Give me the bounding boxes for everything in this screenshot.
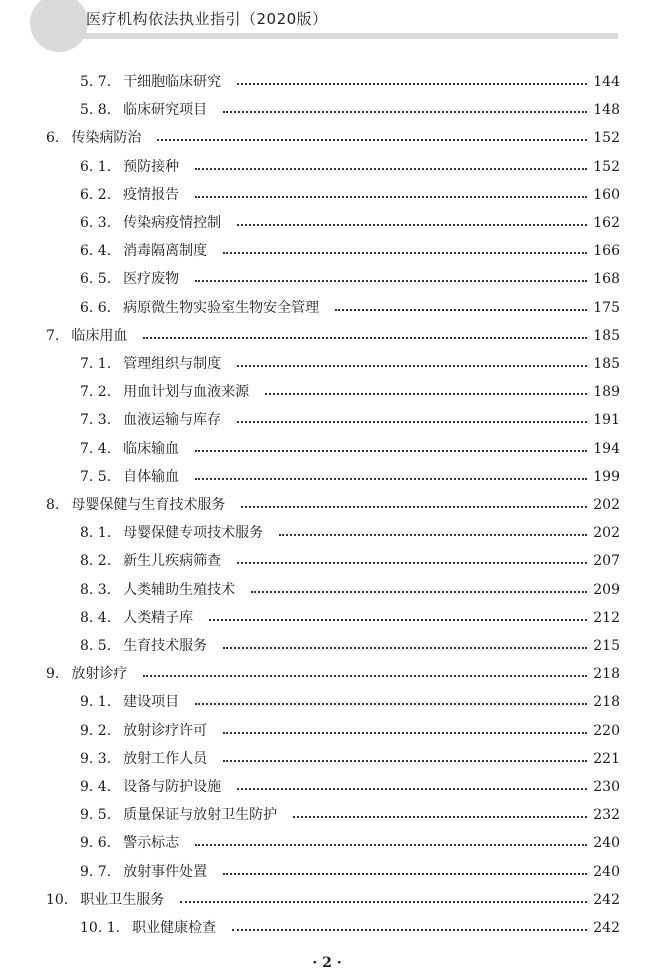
toc-chapter-entry[interactable] [46, 493, 620, 517]
toc-dot-leader [223, 732, 587, 734]
toc-entry-number: 8. [46, 497, 60, 513]
toc-chapter-entry[interactable] [46, 126, 620, 150]
toc-section-entry[interactable] [80, 296, 620, 320]
toc-dot-leader [293, 816, 587, 818]
toc-section-entry[interactable] [80, 183, 620, 207]
toc-entry-number: 7. [46, 327, 60, 344]
toc-entry-title: 警示标志 [123, 835, 180, 852]
toc-dot-leader [195, 168, 587, 170]
toc-entry-title: 消毒隔离制度 [123, 243, 208, 260]
toc-entry-page: 148 [593, 102, 620, 119]
toc-entry-number: 5. 8. [80, 102, 112, 119]
toc-entry-number: 6. 5. [80, 271, 112, 288]
toc-entry-number: 9. 3. [80, 750, 112, 767]
toc-dot-leader [195, 450, 587, 452]
toc-section-entry[interactable] [80, 437, 620, 461]
toc-dot-leader [195, 844, 587, 846]
toc-entry-page: 162 [593, 215, 620, 231]
toc-entry-page: 185 [593, 327, 620, 344]
toc-dot-leader [237, 421, 587, 423]
toc-section-entry[interactable] [80, 860, 620, 884]
toc-dot-leader [251, 591, 587, 593]
toc-dot-leader [195, 478, 587, 480]
toc-entry-title: 人类辅助生殖技术 [123, 581, 236, 598]
toc-section-entry[interactable] [80, 831, 620, 855]
toc-dot-leader [223, 111, 587, 113]
toc-entry-number: 7. 1. [80, 356, 112, 372]
toc-entry-title: 疫情报告 [123, 186, 180, 203]
toc-dot-leader [237, 365, 587, 367]
toc-entry-title: 质量保证与放射卫生防护 [123, 807, 278, 824]
toc-dot-leader [241, 506, 587, 508]
toc-entry-title: 传染病防治 [71, 130, 142, 147]
toc-entry-title: 放射工作人员 [123, 750, 208, 767]
toc-dot-leader [223, 873, 587, 875]
header-decoration-circle [30, 0, 88, 52]
toc-section-entry[interactable] [80, 155, 620, 179]
toc-entry-title: 血液运输与库存 [123, 412, 222, 429]
toc-section-entry[interactable] [80, 916, 620, 940]
toc-entry-number: 10. 1. [80, 920, 121, 936]
toc-section-entry[interactable] [80, 719, 620, 743]
toc-section-entry[interactable] [80, 747, 620, 771]
toc-entry-number: 8. 4. [80, 609, 112, 626]
toc-dot-leader [237, 224, 587, 226]
toc-entry-number: 10. [46, 891, 69, 908]
page-number: · 2 · [312, 955, 342, 971]
toc-dot-leader [143, 337, 587, 339]
toc-entry-number: 7. 5. [80, 468, 112, 485]
toc-entry-page: 240 [593, 863, 620, 880]
toc-entry-page: 166 [593, 243, 620, 260]
toc-dot-leader [195, 196, 587, 198]
toc-section-entry[interactable] [80, 549, 620, 573]
header-decoration-bar [60, 33, 618, 39]
toc-entry-page: 160 [593, 186, 620, 203]
toc-dot-leader [237, 83, 587, 85]
toc-entry-number: 6. 3. [80, 215, 112, 231]
toc-entry-number: 6. [46, 130, 60, 147]
toc-entry-page: 152 [593, 158, 620, 175]
toc-entry-number: 9. 1. [80, 694, 112, 711]
toc-dot-leader [237, 788, 587, 790]
toc-entry-number: 8. 1. [80, 525, 112, 542]
toc-section-entry[interactable] [80, 98, 620, 122]
toc-section-entry[interactable] [80, 267, 620, 291]
toc-chapter-entry[interactable] [46, 324, 620, 348]
toc-dot-leader [237, 562, 587, 564]
toc-entry-page: 230 [593, 779, 620, 795]
toc-entry-page: 207 [593, 553, 620, 570]
toc-section-entry[interactable] [80, 465, 620, 489]
toc-entry-number: 8. 3. [80, 581, 112, 598]
toc-entry-title: 自体输血 [123, 468, 180, 485]
toc-dot-leader [265, 393, 587, 395]
toc-entry-page: 185 [593, 356, 620, 372]
toc-entry-page: 191 [593, 412, 620, 429]
toc-dot-leader [223, 647, 587, 649]
toc-section-entry[interactable] [80, 352, 620, 376]
toc-entry-page: 144 [593, 74, 620, 90]
toc-entry-page: 221 [593, 750, 620, 767]
toc-section-entry[interactable] [80, 408, 620, 432]
toc-entry-title: 人类精子库 [123, 609, 194, 626]
toc-entry-page: 218 [593, 694, 620, 711]
toc-entry-title: 职业健康检查 [132, 920, 217, 936]
toc-entry-title: 预防接种 [123, 158, 180, 175]
toc-entry-title: 生育技术服务 [123, 638, 208, 654]
toc-entry-page: 175 [593, 299, 620, 316]
toc-dot-leader [335, 309, 587, 311]
toc-entry-page: 189 [593, 384, 620, 401]
toc-dot-leader [143, 675, 587, 677]
toc-entry-page: 242 [593, 920, 620, 936]
toc-entry-title: 传染病疫情控制 [123, 215, 222, 231]
toc-dot-leader [223, 760, 587, 762]
toc-entry-title: 放射诊疗许可 [123, 722, 208, 739]
toc-entry-title: 放射诊疗 [71, 666, 128, 683]
toc-chapter-entry[interactable] [46, 888, 620, 912]
toc-entry-title: 新生儿疾病筛查 [123, 553, 222, 570]
toc-entry-number: 6. 4. [80, 243, 112, 260]
toc-section-entry[interactable] [80, 606, 620, 630]
toc-entry-number: 9. [46, 666, 60, 683]
toc-entry-title: 管理组织与制度 [123, 356, 222, 372]
toc-dot-leader [209, 619, 587, 621]
toc-entry-title: 医疗废物 [123, 271, 180, 288]
toc-entry-page: 194 [593, 440, 620, 457]
toc-entry-number: 8. 2. [80, 553, 112, 570]
toc-entry-number: 7. 4. [80, 440, 112, 457]
toc-entry-number: 9. 2. [80, 722, 112, 739]
toc-entry-number: 5. 7. [80, 74, 112, 90]
toc-dot-leader [223, 252, 587, 254]
toc-entry-page: 199 [593, 468, 620, 485]
toc-entry-page: 240 [593, 835, 620, 852]
toc-dot-leader [195, 703, 587, 705]
toc-entry-page: 209 [593, 581, 620, 598]
toc-dot-leader [279, 534, 587, 536]
toc-entry-number: 9. 5. [80, 807, 112, 824]
toc-entry-title: 临床研究项目 [123, 102, 208, 119]
toc-dot-leader [157, 139, 587, 141]
toc-section-entry[interactable] [80, 775, 620, 799]
toc-entry-page: 168 [593, 271, 620, 288]
toc-entry-title: 临床用血 [71, 327, 128, 344]
toc-entry-title: 建设项目 [123, 694, 180, 711]
toc-entry-number: 9. 7. [80, 863, 112, 880]
toc-section-entry[interactable] [80, 578, 620, 602]
toc-entry-number: 7. 3. [80, 412, 112, 429]
toc-entry-number: 9. 4. [80, 779, 112, 795]
toc-entry-page: 232 [593, 807, 620, 824]
toc-entry-number: 6. 6. [80, 299, 112, 316]
toc-entry-number: 9. 6. [80, 835, 112, 852]
toc-entry-number: 8. 5. [80, 638, 112, 654]
toc-entry-number: 7. 2. [80, 384, 112, 401]
toc-entry-title: 病原微生物实验室生物安全管理 [123, 299, 320, 316]
toc-section-entry[interactable] [80, 690, 620, 714]
toc-section-entry[interactable] [80, 211, 620, 235]
toc-dot-leader [195, 280, 587, 282]
toc-entry-title: 母婴保健专项技术服务 [123, 525, 264, 542]
toc-section-entry[interactable] [80, 380, 620, 404]
toc-entry-page: 218 [593, 666, 620, 683]
toc-entry-page: 220 [593, 722, 620, 739]
running-header-title: 医疗机构依法执业指引（2020版） [86, 10, 328, 28]
toc-section-entry[interactable] [80, 70, 620, 94]
toc-entry-title: 母婴保健与生育技术服务 [71, 497, 226, 513]
toc-entry-title: 用血计划与血液来源 [123, 384, 250, 401]
toc-entry-title: 干细胞临床研究 [123, 74, 222, 90]
toc-entry-page: 202 [593, 497, 620, 513]
toc-entry-number: 6. 2. [80, 186, 112, 203]
toc-entry-title: 临床输血 [123, 440, 180, 457]
toc-entry-page: 202 [593, 525, 620, 542]
toc-entry-page: 215 [593, 638, 620, 654]
toc-entry-page: 212 [593, 609, 620, 626]
toc-dot-leader [232, 929, 587, 931]
toc-entry-title: 设备与防护设施 [123, 779, 222, 795]
toc-entry-number: 6. 1. [80, 158, 112, 175]
toc-entry-page: 242 [593, 891, 620, 908]
toc-section-entry[interactable] [80, 803, 620, 827]
toc-section-entry[interactable] [80, 521, 620, 545]
toc-section-entry[interactable] [80, 239, 620, 263]
toc-section-entry[interactable] [80, 634, 620, 658]
toc-dot-leader [180, 901, 587, 903]
toc-chapter-entry[interactable] [46, 662, 620, 686]
toc-entry-page: 152 [593, 130, 620, 147]
toc-entry-title: 职业卫生服务 [80, 891, 165, 908]
toc-entry-title: 放射事件处置 [123, 863, 208, 880]
